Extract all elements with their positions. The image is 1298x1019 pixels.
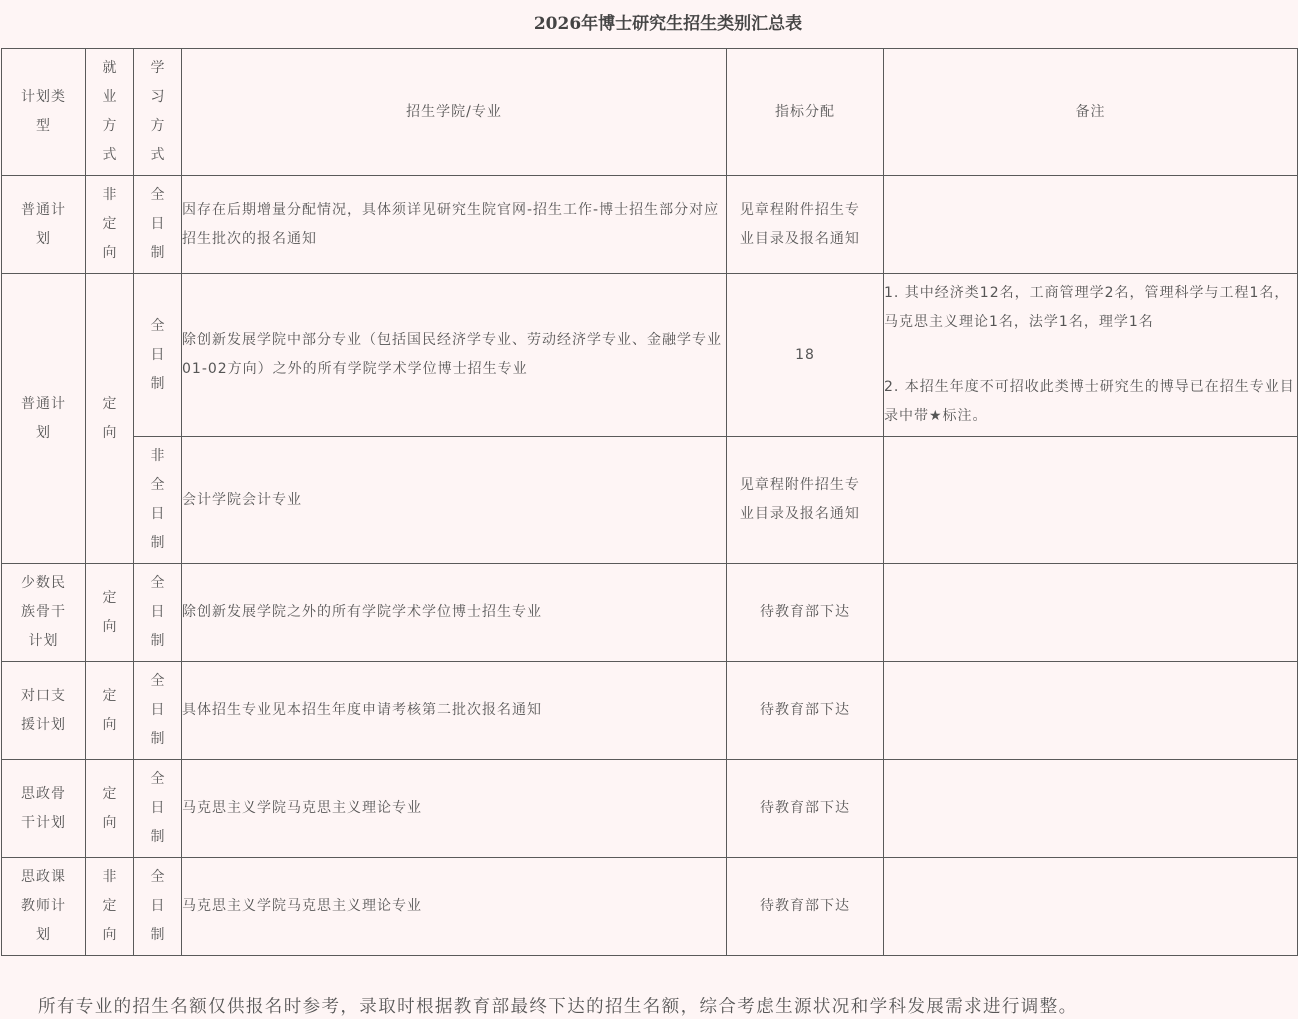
table-row [2, 564, 1298, 662]
plan-type-cell: 对口支援计划 [2, 662, 86, 760]
plan-type-cell: 思政骨干计划 [2, 760, 86, 858]
plan-type-cell: 思政课教师计划 [2, 858, 86, 956]
quota-cell: 见章程附件招生专业目录及报名通知 [727, 437, 884, 564]
plan-type-cell: 普通计划 [2, 274, 86, 564]
college-major-cell: 除创新发展学院之外的所有学院学术学位博士招生专业 [182, 564, 727, 662]
header-remarks: 备注 [884, 49, 1298, 176]
study-cell: 全日制 [134, 176, 182, 274]
study-cell: 全日制 [134, 564, 182, 662]
remarks-cell [884, 760, 1298, 858]
quota-cell: 待教育部下达 [727, 564, 884, 662]
college-major-cell: 具体招生专业见本招生年度申请考核第二批次报名通知 [182, 662, 727, 760]
employment-cell: 非定向 [86, 858, 134, 956]
plan-type-cell: 普通计划 [2, 176, 86, 274]
header-row [2, 49, 1298, 176]
remarks-cell [884, 564, 1298, 662]
employment-cell: 定向 [86, 662, 134, 760]
page-title: 2026年博士研究生招生类别汇总表 [533, 14, 803, 34]
header-quota: 指标分配 [727, 49, 884, 176]
table-row [2, 662, 1298, 760]
employment-cell: 定向 [86, 760, 134, 858]
college-major-cell: 除创新发展学院中部分专业（包括国民经济学专业、劳动经济学专业、金融学专业01-02方向）之外的所有学院学术学位博士招生专业 [182, 274, 727, 437]
remarks-cell [884, 176, 1298, 274]
remarks-cell [884, 437, 1298, 564]
table-row [2, 437, 1298, 564]
remarks-cell [884, 274, 1298, 437]
header-plan-type: 计划类型 [2, 49, 86, 176]
quota-cell: 待教育部下达 [727, 760, 884, 858]
remarks-note-1: 1. 其中经济类12名，工商管理学2名，管理科学与工程1名，马克思主义理论1名，法学1名，理学1名 [884, 285, 1290, 330]
study-cell: 全日制 [134, 760, 182, 858]
college-major-cell: 会计学院会计专业 [182, 437, 727, 564]
remarks-cell [884, 858, 1298, 956]
study-cell: 非全日制 [134, 437, 182, 564]
employment-cell: 定向 [86, 564, 134, 662]
college-major-cell: 马克思主义学院马克思主义理论专业 [182, 760, 727, 858]
study-cell: 全日制 [134, 662, 182, 760]
enrollment-table [1, 48, 1298, 956]
header-employment: 就业方式 [86, 49, 134, 176]
quota-cell: 待教育部下达 [727, 662, 884, 760]
study-cell: 全日制 [134, 858, 182, 956]
remarks-spacer [884, 337, 1297, 373]
header-study: 学习方式 [134, 49, 182, 176]
quota-cell: 见章程附件招生专业目录及报名通知 [727, 176, 884, 274]
college-major-cell: 因存在后期增量分配情况，具体须详见研究生院官网-招生工作-博士招生部分对应招生批次的报名通知 [182, 176, 727, 274]
table-row [2, 274, 1298, 437]
table-row [2, 858, 1298, 956]
employment-cell: 定向 [86, 274, 134, 564]
header-college-major: 招生学院/专业 [182, 49, 727, 176]
table-row [2, 760, 1298, 858]
remarks-note-2: 2. 本招生年度不可招收此类博士研究生的博导已在招生专业目录中带★标注。 [884, 379, 1295, 424]
employment-cell: 非定向 [86, 176, 134, 274]
quota-cell: 待教育部下达 [727, 858, 884, 956]
plan-type-cell: 少数民族骨干计划 [2, 564, 86, 662]
study-cell: 全日制 [134, 274, 182, 437]
remarks-cell [884, 662, 1298, 760]
college-major-cell: 马克思主义学院马克思主义理论专业 [182, 858, 727, 956]
quota-cell: 18 [727, 274, 884, 437]
footer-note: 所有专业的招生名额仅供报名时参考，录取时根据教育部最终下达的招生名额，综合考虑生源状况和学科发展需求进行调整。 [38, 997, 1078, 1017]
table-row [2, 176, 1298, 274]
